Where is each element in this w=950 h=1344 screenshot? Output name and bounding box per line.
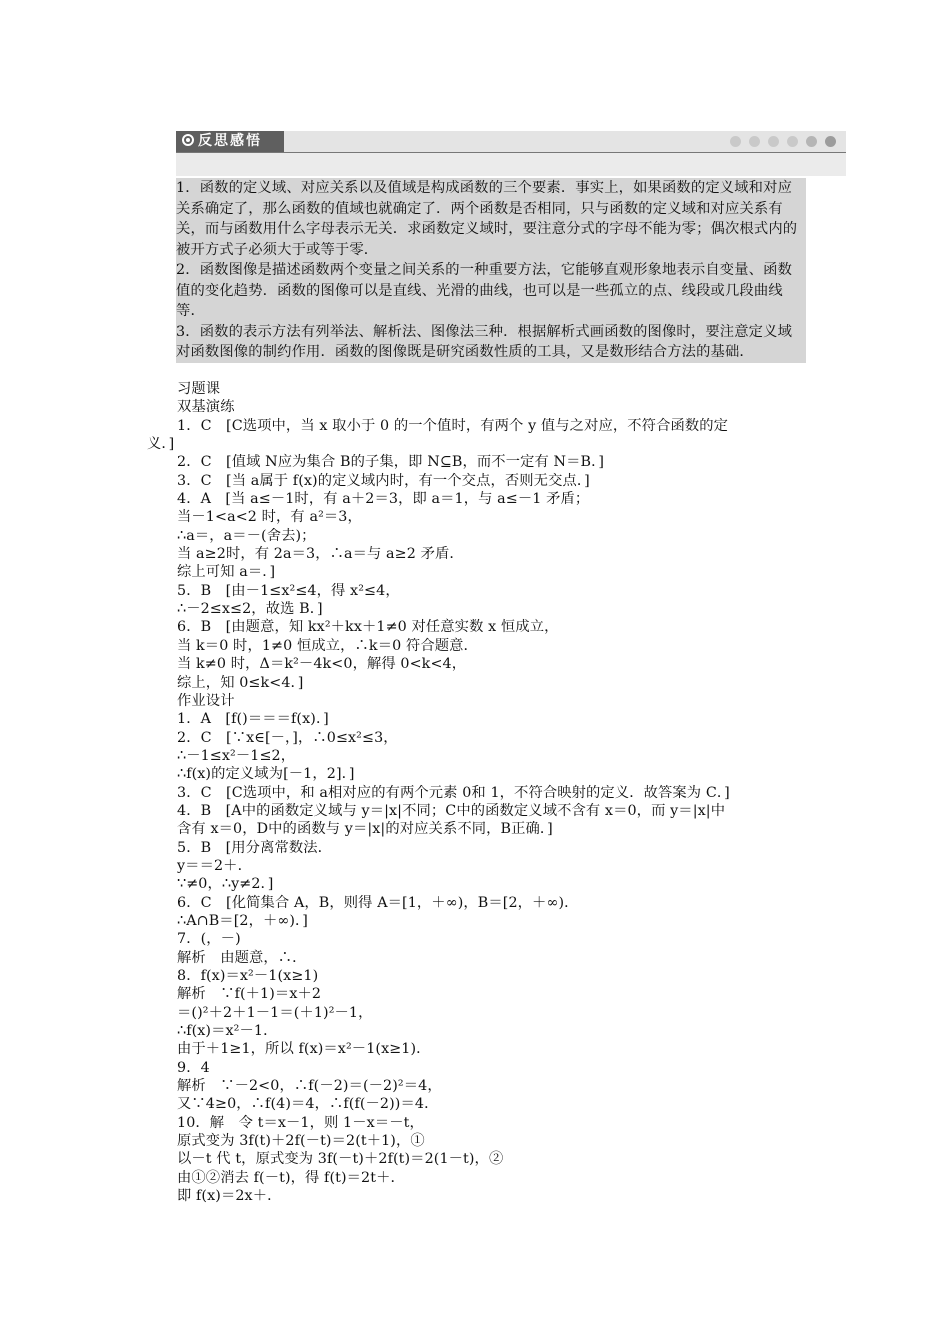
answer-section xyxy=(147,380,817,1205)
section-title-tag xyxy=(176,131,284,152)
answer-line: 即 f(x)＝2x＋． xyxy=(177,1188,282,1205)
answer-line: 又∵4≥0，∴f(4)＝4，∴f(f(－2))＝4． xyxy=(177,1096,439,1113)
answer-line: 当 k＝0 时，1≠0 恒成立，∴k＝0 符合题意． xyxy=(177,637,478,654)
answer-line: 含有 x＝0，D中的函数与 y＝|x|的对应关系不同，B正确．] xyxy=(177,821,553,838)
answer-line: 解析 由题意，∴． xyxy=(177,949,307,966)
answer-line: ＝()²＋2＋1－1＝(＋1)²－1， xyxy=(177,1004,373,1021)
answer-line: 当－1<a<2 时，有 a²＝3， xyxy=(177,509,362,526)
answer-line: 义．] xyxy=(147,436,175,453)
dot-icon xyxy=(730,136,741,147)
answer-line: ∴f(x)的定义域为[－1，2]．] xyxy=(177,766,355,783)
answer-line: ∴A∩B＝[2，＋∞)．] xyxy=(177,912,308,929)
answer-line: 1．A [f()＝＝＝f(x)．] xyxy=(177,711,329,728)
answer-line: 7．(，－) xyxy=(177,931,241,948)
summary-paragraph: 3．函数的表示方法有列举法、解析法、图像法三种．根据解析式画函数的图像时，要注意定义域对函数图像的制约作用．函数的图像既是研究函数性质的工具，又是数形结合方法的基础． xyxy=(176,323,793,360)
answer-line: 综上，知 0≤k<4．] xyxy=(177,674,304,691)
target-icon xyxy=(182,134,194,146)
dot-icon xyxy=(825,136,836,147)
summary-box xyxy=(176,178,806,363)
answer-line: 以－t 代 t，原式变为 3f(－t)＋2f(t)＝2(1－t)，② xyxy=(177,1151,504,1168)
answer-line: 5．B [用分离常数法． xyxy=(177,839,333,856)
answer-line: ∴a＝，a＝－(舍去)； xyxy=(177,527,316,544)
answer-line: 由于＋1≥1，所以 f(x)＝x²－1(x≥1)． xyxy=(177,1041,431,1058)
answer-line: 2．C [∵x∈[－，]，∴0≤x²≤3， xyxy=(177,729,398,746)
answer-line: 3．C [C选项中，和 a相对应的有两个元素 0和 1，不符合映射的定义．故答案为 C．] xyxy=(177,784,730,801)
answer-line: 原式变为 3f(t)＋2f(－t)＝2(t＋1)，① xyxy=(177,1133,425,1150)
answer-line: 由①②消去 f(－t)，得 f(t)＝2t＋． xyxy=(177,1169,405,1186)
answer-line: 5．B [由－1≤x²≤4，得 x²≤4， xyxy=(177,582,400,599)
dot-icon xyxy=(787,136,798,147)
answer-line: ∵≠0，∴y≠2．] xyxy=(177,876,274,893)
section-title: 反思感悟 xyxy=(198,133,262,149)
answer-line: y＝＝2＋． xyxy=(177,857,252,874)
answer-line: 6．C [化简集合 A，B，则得 A＝[1，＋∞)，B＝[2，＋∞)． xyxy=(177,894,579,911)
answer-line: 双基演练 xyxy=(177,399,235,416)
decorative-dots xyxy=(730,136,836,147)
answer-line: 3．C [当 a属于 f(x)的定义域内时，有一个交点，否则无交点．] xyxy=(177,472,590,489)
dot-icon xyxy=(749,136,760,147)
summary-paragraph: 1．函数的定义域、对应关系以及值域是构成函数的三个要素．事实上，如果函数的定义域和对应关系确定了，那么函数的值域也就确定了．两个函数是否相同，只与函数的定义域和对应关系有关，而与函数用什么字母表示无关．求函数定义域时，要注意分式的字母不能为零；偶次根式内的被开方式子必须大于或等于零． xyxy=(176,180,798,258)
answer-line: 当 k≠0 时，Δ＝k²－4k<0，解得 0<k<4， xyxy=(177,656,467,673)
answer-line: 综上可知 a＝．] xyxy=(177,564,276,581)
answer-line: ∴－1≤x²－1≤2， xyxy=(177,747,296,764)
answer-line: 1．C [C选项中，当 x 取小于 0 的一个值时，有两个 y 值与之对应，不符合函数的定 xyxy=(177,417,729,434)
section-banner xyxy=(176,131,846,152)
answer-line: 9．4 xyxy=(177,1059,210,1076)
dot-icon xyxy=(768,136,779,147)
dot-icon xyxy=(806,136,817,147)
answer-line: 10．解 令 t＝x－1，则 1－x＝－t， xyxy=(177,1114,424,1131)
answer-line: 解析 ∵f(＋1)＝x＋2 xyxy=(177,986,322,1003)
answer-line: 解析 ∵－2<0，∴f(－2)＝(－2)²＝4， xyxy=(177,1078,442,1095)
answer-line: 6．B [由题意，知 kx²＋kx＋1≠0 对任意实数 x 恒成立， xyxy=(177,619,559,636)
answer-line: 4．A [当 a≤－1时，有 a＋2＝3，即 a＝1，与 a≤－1 矛盾； xyxy=(177,491,590,508)
answer-line: ∴－2≤x≤2，故选 B．] xyxy=(177,601,323,618)
answer-line: 作业设计 xyxy=(177,692,235,709)
answer-line: 2．C [值域 N应为集合 B的子集，即 N⊆B，而不一定有 N＝B．] xyxy=(177,454,605,471)
answer-line: 8．f(x)＝x²－1(x≥1) xyxy=(177,968,319,984)
banner-strip xyxy=(176,152,846,176)
answer-line: 4．B [A中的函数定义域与 y＝|x|不同；C中的函数定义域不含有 x＝0，而 y＝|x|中 xyxy=(177,802,726,819)
answer-line: ∴f(x)＝x²－1． xyxy=(177,1023,278,1040)
answer-line: 习题课 xyxy=(177,381,221,397)
answer-line: 当 a≥2时，有 2a＝3，∴a＝与 a≥2 矛盾． xyxy=(177,546,464,563)
summary-paragraph: 2．函数图像是描述函数两个变量之间关系的一种重要方法，它能够直观形象地表示自变量、函数值的变化趋势．函数的图像可以是直线、光滑的曲线，也可以是一些孤立的点、线段或几段曲线等． xyxy=(176,262,793,319)
